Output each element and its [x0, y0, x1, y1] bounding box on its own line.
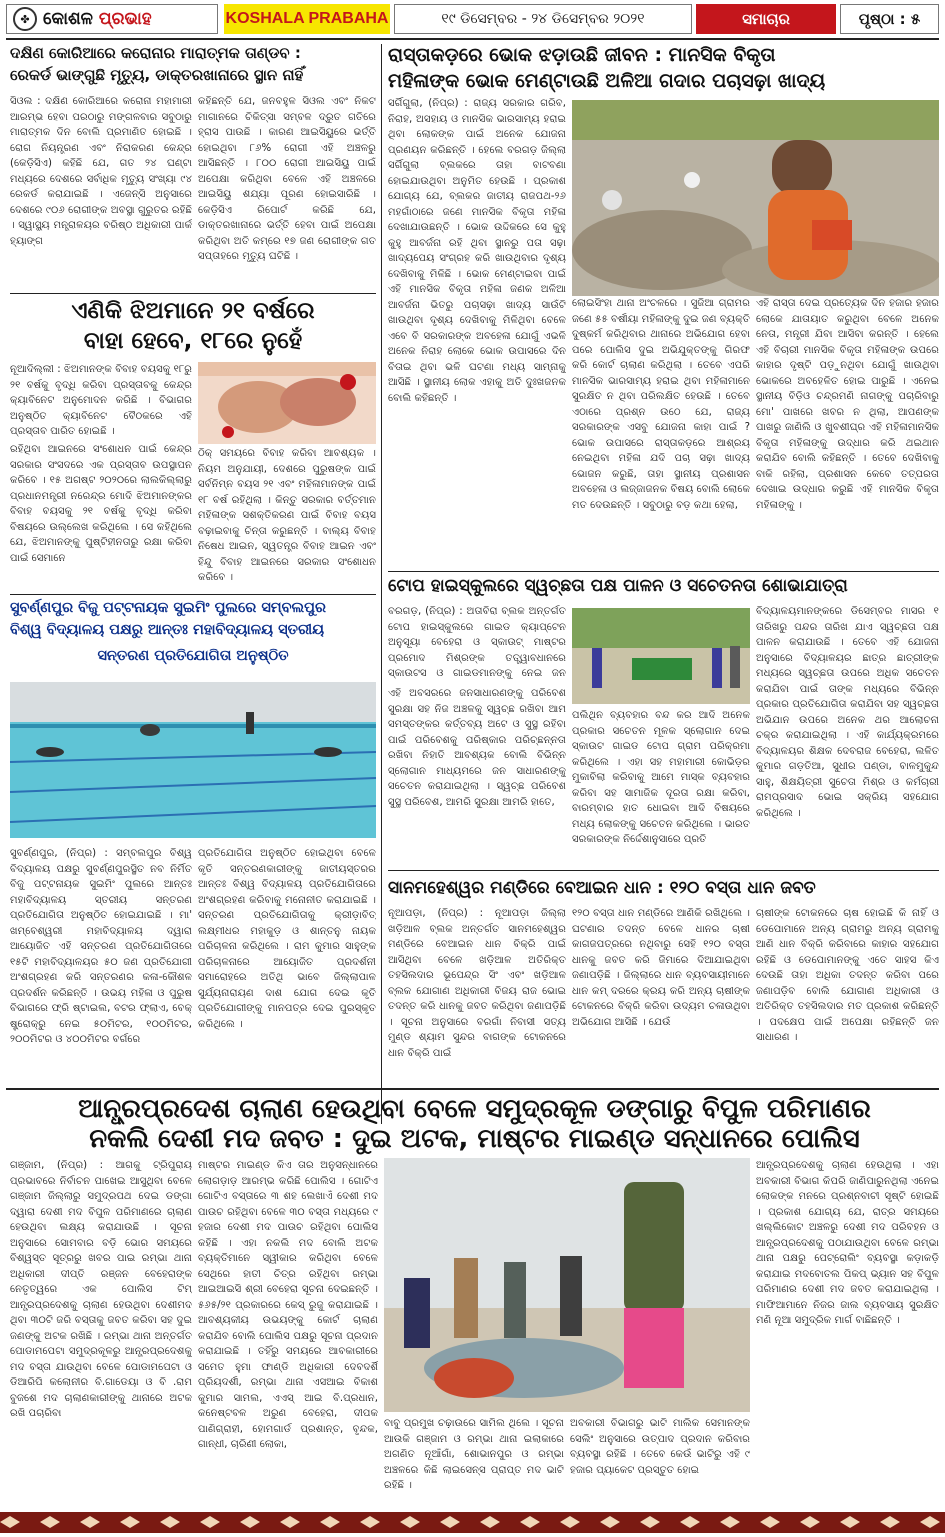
hunger-body-col-3: ଏହି ରାସ୍ତା ଦେଇ ପ୍ରତ୍ୟେକ ଦିନ ହଜାର ହଜାର ଲୋକେ ଯାତାୟାତ କରୁଥିବା ବେଳେ ଅନେକ ନେତା, ମନ୍ତ୍ରୀ ଯିବା ଆସିବା କରନ୍ତି । ହେଲେ ଏହି ବିଚାରୀ ମାନସିକ ବିକୃତା ମହିଳାଙ୍କ ଉପରେ କାହାର ଦୃଷ୍ଟି ପଡ଼ୁନଥିବା ଯୋଗୁଁ ଖାଉଥିବା ଭୋକରେ ଅବହେଳିତ ହୋଇ ପାରୁଛି । ଏନେଇ ସ୍ଥାନୀୟ ବିଡ଼ିଓ ଚନ୍ଦ୍ରମଣି ନାଗଙ୍କୁ ପଚାରିବାରୁ ମୋ' ପାଖରେ ଖବର ନ ଥିଲା, ଆପଣଙ୍କ ପାଖରୁ ଜାଣିଲି ଓ ଖୁବଶୀଘ୍ର ଏହି ମହିଳାମାନସିକ ବିକୃତା ମହିଳାଙ୍କୁ ଉଦ୍ଧାର କରି ଥଇଥାନ କରାଯିବ ବୋଲି କହିଛନ୍ତି । ତେବେ ଦେଖିବାକୁ ବାକି ରହିଲା, ପ୍ରଶାସନ କେବେ ତତ୍ପରତା ଦେଖାଇ ଉଦ୍ଧାର କରୁଛି ଏହି ମାନସିକ ବିକୃତା ମହିଳାଙ୍କୁ ।	[756, 298, 939, 511]
newspaper-logo	[6, 4, 218, 34]
hunger-body-col-2: ଲୋଇସିଂହା ଥାନା ଅଂଚଳରେ । ସୁଜିଆ ଗ୍ରାମର ଜଣେ ୫୫ ବର୍ଷୀୟା ମହିଳାଙ୍କୁ ଦୁଇ ଜଣ ବ୍ୟକ୍ତି ଦୁଷ୍କର୍ମ କରିଥିବାର ଥାନାରେ ଅଭିଯୋଗ ହେବା ପରେ ପୋଲିସ ଦୁଇ ଅଭିଯୁକ୍ତଙ୍କୁ ଗିରଫ କରି କୋର୍ଟ ଚାଲାଣ କରିଥିଲା । ତେବେ ଏପରି ମାନସିକ ଭାରସାମ୍ୟ ହରାଇ ଥିବା ମହିଳାମାନେ ସୁରକ୍ଷିତ ନ ଥିବା ପରିଲକ୍ଷିତ ହେଉଛି । ତେବେ ଏଠାରେ ପ୍ରଶ୍ନ ଉଠେ ଯେ, ରାଜ୍ୟ ସରକାରଙ୍କ ଏସବୁ ଯୋଜନା କାହା ପାଇଁ ? ଭୋକ ଉପାସରେ ରାସ୍ତାକଡ଼ରେ ଆଶ୍ରୟ ନେଇଥିବା ମହିଳା ଯଦି ପଚା ସଢ଼ା ଖାଦ୍ୟ ଭୋଜନ କରୁଛି, ତାହା ସ୍ଥାନୀୟ ପ୍ରଶାସନ ଅବହେଳା ଓ ଲଜ୍ଜାଜନକ ବିଷୟ ବୋଲି ଲୋକେ ମତ ଦେଉଛନ୍ତି । ସବୁଠାରୁ ବଡ଼ କଥା ହେଲା,	[572, 298, 750, 511]
liquor-body-col-1: ଗଞ୍ଜାମ, (ନିପ୍ର) : ଆଗକୁ ଟ୍ରିପୁରାୟ ପ୍ରଭାବରେ ନିର୍ବାଚନ ପାଖେଇ ଆସୁଥିବା ବେଳେ ଗଞ୍ଜାମ ଜିଲ୍ଲାରୁ ସମୁଦ୍ରପଥ ଦେଇ ଡଙ୍ଗା ଦ୍ୱାରା ଦେଶୀ ମଦ ବିପୁଳ ପରିମାଣରେ ଚାଲାଣ ହେଉଥିବା ଲକ୍ଷ୍ୟ କରାଯାଉଛି । ସୂଚନା ଅନୁସାରେ ସୋମବାର ବଡ଼ି ଭୋର ସମୟରେ ବିଶ୍ୱସ୍ତ ସୂତ୍ରରୁ ଖବର ପାଇ ରମ୍ଭା ଥାନା ଅଧିକାରୀ ଦୀପ୍ତି ରଞ୍ଜନ ବେହେରାଙ୍କ ନେତୃତ୍ୱରେ ଏକ ପୋଲିସ ଟିମ୍ ଆନ୍ଧ୍ରପ୍ରଦେଶକୁ ଚାଲାଣ ହେଉଥିବା ଦେଶୀମଦ ଥିବା ୩୦ଟି ଜରି ବସ୍ତାକୁ ଜବତ କରିବା ସହ ଦୁଇ ଜଣଙ୍କୁ ଅଟକ ରଖିଛି । ରମ୍ଭା ଥାନା ଅନ୍ତର୍ଗତ ପୋଡାମପେଟା ସମୁଦ୍ରକୂଳରୁ ଆନ୍ଧ୍ରପ୍ରଦେଶକୁ ମଦ ବସ୍ତା ଯାଉଥିବା ବେଳେ ପୋଡାମପେଟା ଓ ଡିଆରିପି କଲୋନୀର ବି.ଗାଡେୟା ଓ ବି .ରାମ ବୁଜଶେ ମଦ ଚାଲାଣକାରୀଙ୍କୁ ଥାନାରେ ଅଟକ ରଖି ପଚାରିବା	[10, 1160, 192, 1419]
divider	[10, 293, 376, 294]
wedding-hands-photo	[198, 362, 376, 444]
swimming-headline-line-3: ସନ୍ତରଣ ପ୍ରତିଯୋଗିତା ଅନୁଷ୍ଠିତ	[97, 648, 289, 664]
school-body-col-1b: ଏହି ଅବସରରେ ଜନସାଧାରଣଙ୍କୁ ପରିବେଶ ସୁରକ୍ଷା ସହ ନିଜ ଅଞ୍ଚଳକୁ ସ୍ୱଚ୍ଛ ରଖିବା ଆମ ସମସ୍ତଙ୍କର କର୍ତ୍ତବ୍ୟ ଅଟେ ଓ ସୁସ୍ଥ ରହିବା ପାଇଁ ପରିବେଶକୁ ପରିଷ୍କାର ପରିଚ୍ଛନ୍ନତା ରଖିବା ନିହାତି ଆବଶ୍ୟକ ବୋଲି ବିଭିନ୍ନ ସ୍ଲୋଗାନ ମାଧ୍ୟମରେ ଜନ ସାଧାରଣଙ୍କୁ ସଚେତନ କରାଯାଇଥିଲା । ସ୍ୱଚ୍ଛ ପରିବେଶ ସୁସ୍ଥ ପରିବେଶ, ଆମରି ସୁରକ୍ଷା ଆମରି ହାତେ,	[388, 688, 566, 808]
divider	[10, 594, 376, 595]
masthead	[0, 0, 945, 38]
issue-date-range: ୧୯ ଡିସେମ୍ବର - ୨୪ ଡିସେମ୍ବର ୨୦୨୧	[394, 4, 692, 34]
logo-emblem-icon: ✤	[13, 7, 37, 31]
roadside-woman-photo	[572, 100, 939, 296]
marriage-body-col-2: ଠିକ୍ ସମୟରେ ବିବାହ କରିବା ଆବଶ୍ୟକ । ନିୟମ ଅନୁଯାୟୀ, ଦେଶରେ ପୁରୁଷଙ୍କ ପାଇଁ ସର୍ବନିମ୍ନ ବୟସ ୨୧ ଏବଂ ମହିଳାମାନଙ୍କ ପାଇଁ ୧୮ ବର୍ଷ ରହିଥିଲା । କିନ୍ତୁ ସରକାର ବର୍ତ୍ତମାନ ମହିଳାଙ୍କ ସଶକ୍ତିକରଣ ପାଇଁ ବିବାହ ବୟସ ବଢ଼ାଇବାକୁ ଚିନ୍ତା କରୁଛନ୍ତି । ବାଲ୍ୟ ବିବାହ ନିଷେଧ ଆଇନ, ସ୍ୱତନ୍ତ୍ର ବିବାହ ଆଇନ ଏବଂ ହିନ୍ଦୁ ବିବାହ ଆଇନରେ ସରକାର ସଂଶୋଧନ କରିବେ ।	[198, 448, 376, 583]
hunger-body-col-1: ସର୍ଗିଗୁଲା, (ନିପ୍ର) : ରାଜ୍ୟ ସରକାର ଗରିବ, ନିରାହ, ଅସହାୟ ଓ ମାନସିକ ଭାରସାମ୍ୟ ହରାଇ ଥିବା ଲୋକଙ୍କ ପାଇଁ ଅନେକ ଯୋଜନା ପ୍ରଣୟନ କରିଛନ୍ତି । ହେଲେ ବରଗଡ଼ ଜିଲ୍ଲା ସର୍ଗିଗୁଲା ବ୍ଲକରେ ତାହା ବାଟବଣା ହୋଇଯାଉଥିବା ଅନୁମିତ ହେଉଛି । ପ୍ରକାଶ ଯୋଗ୍ୟ ଯେ, ବ୍ଲକର ଜାତୀୟ ରାଜପଥ-୨୬ ମହଗାଁଠାରେ ଜଣେ ମାନସିକ ବିକୃତା ମହିଳା ଦେଖାଯାଉଛନ୍ତି । ଭୋକ ଉଦ୍ଦିକରେ ସେ କୁହୁ କୁହୁ ଆବର୍ଜନା ରହି ଥିବା ସ୍ଥାନରୁ ପତା ସଢ଼ା ଖାଦ୍ୟପେୟ ସଂଗ୍ରହ କରି ଖାଉଥିବାର ଦୃଶ୍ୟ ଦେଖିବାକୁ ମିଳିଛି । ଭୋକ ମେଣ୍ଟାଇବା ପାଇଁ ଏହି ମାନସିକ ବିକୃତା ମହିଳା ଜଣକ ଅଳିଆ ଆବର୍ଜନା ଭିତରୁ ପଚାସଢ଼ା ଖାଦ୍ୟ ସାଉଁଟି ଖାଉଥିବା ଦୃଶ୍ୟ ଦେଖିବାକୁ ମିଳିଥିବା ବେଳେ ଏବେ ବି ସରକାରଙ୍କ ଅବହେଳା ଯୋଗୁଁ ଏଭଳି ଅନେକ ନିରାହ ଲୋକେ ଭୋକ ଉପାସରେ ଦିନ ବିତାଇ ଥିବା ଭଳି ଘଟଣା ମଧ୍ୟ ସାମ୍ନାକୁ ଆସିଛି । ସ୍ଥାନୀୟ ଲୋକ ଏହାକୁ ଅତି ଦୁଃଖଜନକ ବୋଲି କହିଛନ୍ତି ।	[388, 98, 566, 404]
seized-liquor-photo	[384, 1158, 750, 1412]
masthead-divider	[6, 38, 939, 40]
marriage-body-col-1a: ନୂଆଦିଲ୍ଲୀ : ଝିଅମାନଙ୍କ ବିବାହ ବୟସକୁ ୧୮ରୁ ୨୧ ବର୍ଷକୁ ବୃଦ୍ଧି କରିବା ପ୍ରସ୍ତାବକୁ କେନ୍ଦ୍ର କ୍ୟାବିନେଟ ଅନୁମୋଦନ କରିଛି । ବିଭାଗର ଅନୁଷ୍ଠିତ କ୍ୟାବିନେଟ ବୈଠକରେ ଏହି ପ୍ରସ୍ତାବ ପାରିତ ହୋଇଛି ।	[10, 364, 192, 437]
liquor-body-col-2b: ବାବୁ ପ୍ରମୁଖ ଚଢ଼ାଉରେ ସାମିଲ ଥିଲେ । ସୂଚନା ଆଉକି ଗଞ୍ଜାମ ଓ ରମ୍ଭା ଥାନା ଇଲାକାରେ ଅଗଣିତ ନୂଆଁଗାଁ, ଶୋଭାନପୁର ଓ ରମ୍ଭା ଅଞ୍ଚଳରେ କିଛି ଲାଇସେନ୍ସ ପ୍ରାପ୍ତ ମଦ ଭାଟି ରହିଛି ।	[384, 1418, 564, 1491]
page-number: ପୃଷ୍ଠା : ୫	[840, 4, 939, 34]
section-divider	[6, 1088, 939, 1090]
korea-body-col-1: ସିଓଲ : ଦକ୍ଷିଣ କୋରିଆରେ କରୋନା ମହାମାରୀ ଆରମ୍ଭ ହେବା ପରଠାରୁ ମଙ୍ଗଳବାର ସବୁଠାରୁ ମାରାତ୍ମକ ଦିନ ବୋଲି ପ୍ରମାଣିତ ହୋଇଛି । ରୋଗ ନିୟନ୍ତ୍ରଣ ଏବଂ ନିରାକରଣ କେନ୍ଦ୍ର (କେଡ଼ିସିଏ) କହିଛି ଯେ, ଗତ ୨୪ ଘଣ୍ଟା ମଧ୍ୟରେ ଦେଶରେ ସର୍ବାଧିକ ମୃତ୍ୟୁ ସଂଖ୍ୟା ୯୪ ରେକର୍ଡ କରାଯାଇଛି । ଏଜେନ୍ସି ଅନୁସାରେ ଦେଶରେ ୯୦୬ ରୋଗୀଙ୍କ ଅବସ୍ଥା ଗୁରୁତର ରହିଛି । ସ୍ୱାସ୍ଥ୍ୟ ମନ୍ତ୍ରାଳୟର ବରିଷ୍ଠ ଅଧିକାରୀ ପାର୍କ ହ୍ୟାଙ୍ଗ	[10, 96, 192, 247]
liquor-body-col-3: ଆନ୍ଧ୍ରପ୍ରଦେଶକୁ ଚାଲାଣ ହେଉଥିଲା । ଏହା ଅବକାରୀ ବିଭାଗ କିପରି ଜାଣିପାରୁନଥିଲା ଏନେଇ ଲୋକଙ୍କ ମନରେ ପ୍ରଶ୍ନବାଚୀ ସୃଷ୍ଟି ହୋଇଛି । ପ୍ରକାଶ ଯୋଗ୍ୟ ଯେ, ରାତ୍ର ସମୟରେ ଖଲ୍ଲିକୋଟ ଅଞ୍ଚଳରୁ ଦେଶୀ ମଦ ପରିବହନ ଓ ଆନ୍ଧ୍ରପ୍ରଦେଶକୁ ପଠାଯାଉଥିବା ବେଳେ ରମ୍ଭା ଥାନା ପକ୍ଷରୁ ପେଟ୍ରୋଲିଂ ବ୍ୟବସ୍ଥା କଡ଼ାକଡ଼ି କରାଯାଇ ମଦବୋତଲ ପିକପ୍ ଭ୍ୟାନ ସହ ବିପୁଳ ପରିମାଣର ଦେଶୀ ମଦ ଜବତ କରାଯାଇଥିଲା । ମାଫିଆମାନେ ନିଜର ଜାଲ ବ୍ୟବସାୟ ସୁରକ୍ଷିତ ମଣି ନୂଆ ସମୁଦ୍ରିକ ମାର୍ଗ ବାଛିଛନ୍ତି ।	[756, 1160, 939, 1326]
paddy-body-col-3: ଚାଷୀଙ୍କ ଟୋକନରେ ଚାଷ ହୋଇଛି କି ନାହିଁ ଓ ଡେପୋମାନେ ଅନ୍ୟ ଗ୍ରାମରୁ ଅନ୍ୟ ଗ୍ରାମକୁ ଆଣି ଧାନ ବିକ୍ରି କରିବାରେ କାହାର ସହଯୋଗ ରହିଛି ଓ ଡେପୋମାନଙ୍କୁ ଏତେ ସାହସ କିଏ ଦେଉଛି ତାହା ଅଧିକା ତଦନ୍ତ କରିବା ପରେ ଜଣାପଡ଼ିବ ବୋଲି ଯୋଗାଣ ଅଧିକାରୀ ଓ ଅତିରିକ୍ତ ତହସିଲଦାର ମତ ପ୍ରକାଶ କରିଛନ୍ତି । ପଦକ୍ଷେପ ପାଇଁ ଅପେକ୍ଷା ରହିଛନ୍ତି ଜନ ସାଧାରଣ ।	[756, 908, 939, 1043]
section-label: ସମାଚାର	[696, 4, 836, 34]
liquor-body-col-2: ମାଷ୍ଟର ମାଇଣ୍ଡ କିଏ ତାର ଅନୁସନ୍ଧାନରେ ଲୋଗଡ଼ାଡ଼ ଆରମ୍ଭ କରିଛି ପୋଲିସ । ଗୋଟିଏ ଗୋଟିଏ ବସ୍ତାରେ ୩ ଶହ ଲେଖାଏଁ ଦେଶୀ ମଦ ପାଉଚ ରହିଥିବା ବେଳେ ୩୦ ବସ୍ତା ମଧ୍ୟରେ ୯ ହଜାର ଦେଶୀ ମଦ ପାଉଚ ରହିଥିବା ପୋଲିସ କହିଛି । ଏହା ନକଲି ମଦ ବୋଲି ଅଟକ ବ୍ୟକ୍ତିମାନେ ସ୍ୱୀକାର କରିଥିବା ବେଳେ ସେଥିରେ ହାତୀ ଚିତ୍ର ରହିଥିବା ରମ୍ଭା ଆଇଆଇସି ଶ୍ରୀ ବେହେରା ସୂଚନା ଦେଇଛନ୍ତି । ୫୬୫/୨୧ ପ୍ରକାରରେ କେସ୍ ରୁଜୁ କରାଯାଇଛି । ଆବଶ୍ୟକୀୟ ଉଭୟଙ୍କୁ କୋର୍ଟ ଚାଲାଣ କରାଯିବ ବୋଲି ପୋଲିସ ପକ୍ଷରୁ ସୂଚନା ପ୍ରଦାନ କରାଯାଇଛି । ତହିଁରୁ ସମୟରେ ଆବକାରୀରେ ସମେତ ହୁମା ଫାଣ୍ଡି ଅଧିକାରୀ ଦେବଦର୍ଶି ପ୍ରିୟଦର୍ଶୀ, ରମ୍ଭା ଥାନା ଏସଆଇ ବିକାଶ କୁମାର ସାମଲ, ଏଏସ୍ ଆଇ ବି.ପ୍ରଧାନ, କନେଷ୍ଟବଳ ଅରୁଣ ବେହେରା, ଦୀପକ ପାଣିଗ୍ରାହୀ, ହୋମଗାର୍ଡ ପ୍ରଶାନ୍ତ, ବୃନ୍ଦକ, ଗାନ୍ଧୀ, ଚାରିଣୀ ଲୋକା,	[198, 1160, 378, 1450]
paddy-body-col-1: ନୂଆପଡ଼ା, (ନିପ୍ର) : ନୂଆପଡ଼ା ଜିଲ୍ଲା ଖଡ଼ିଆଳ ବ୍ଲକ ଅନ୍ତର୍ଗତ ସାନମହେଶ୍ୱର ମଣ୍ଡିରେ ବେଆଇନ ଧାନ ବିକ୍ରି ପାଇଁ ଆସିଥିବା ବେଳେ ଖଡ଼ିଆଳ ଅତିରିକ୍ତ ତହସିଲଦାର ଭୂପେନ୍ଦ୍ର ସିଂ ଏବଂ ଖଡ଼ିଆଳ ବ୍ଲକ ଯୋଗାଣ ଅଧିକାରୀ ବିଜୟ ରାଜ ଭୋଇ ତଦନ୍ତ କରି ଧାନକୁ ଜବତ କରିଥିବା ଜଣାପଡ଼ିଛି । ସୂଚନା ଅନୁସାରେ ବରଗାଁ ନିବାସୀ ସତ୍ୟ ମୁଣ୍ଡ ଶ୍ୟାମ ସୁନ୍ଦର ବାଗଙ୍କ ଟୋକନରେ ଧାନ ବିକ୍ରି ପାଇଁ	[388, 908, 566, 1059]
decorative-footer-band	[0, 1512, 945, 1533]
english-title: KOSHALA PRABAHA	[224, 4, 390, 34]
logo-text-second: ପ୍ରଭାହ	[98, 9, 152, 29]
swimming-pool-photo	[10, 682, 376, 838]
school-body-col-2: ପଲିଥିନ ବ୍ୟବହାର ବନ୍ଦ କର ଆଦି ଅନେକ ପ୍ରକାର ସଚେତନ ମୂଳକ ସ୍ଲୋଗାନ ଦେଇ ସ୍କାଉଟ ଗାଇଡ ଟୋପ ଗ୍ରାମ ପରିକ୍ରମା କରିଥିଲେ । ଏହା ସହ ମହାମାରୀ କୋଭିଡ଼ର ମୁକାବିଲା କରିବାକୁ ଆମେ ମାସ୍କ ବ୍ୟବହାର କରିବା ସହ ସାମାଜିକ ଦୂରତା ରକ୍ଷା କରିବା, ବାରମ୍ବାର ହାତ ଧୋଇବା ଆଦି ବିଷୟରେ ମଧ୍ୟ ଲୋକଙ୍କୁ ସଚେତନ କରିଥିଲେ । ଭାରତ ସରକାରଙ୍କ ନିର୍ଦ୍ଦେଶାନୁସାରେ ପ୍ରତି	[572, 710, 750, 845]
column-divider	[381, 44, 382, 1124]
hunger-headline-line-1: ରାସ୍ତାକଡ଼ରେ ଭୋକ ଝଡ଼ାଉଛି ଜୀବନ : ମାନସିକ ବିକୃତା	[388, 44, 776, 66]
school-rally-photo	[572, 608, 750, 704]
swimming-body-col-1: ସୁବର୍ଣ୍ଣପୁର, (ନିପ୍ର) : ସମ୍ବଲପୁର ବିଶ୍ୱ ବିଦ୍ୟାଳୟ ପକ୍ଷରୁ ସୁବର୍ଣ୍ଣପୁରସ୍ଥିତ ନବ ନିର୍ମିତ ବିଜୁ ପଟ୍ଟନାୟକ ସୁଇମିଂ ପୁଲରେ ଆନ୍ତଃ ମହାବିଦ୍ୟାଳୟ ସ୍ତରୀୟ ସନ୍ତରଣ ପ୍ରତିଯୋଗିତା ଅନୁଷ୍ଠିତ ହୋଇଯାଇଛି । ମା' ଖମ୍ବେଶ୍ୱରୀ ମହାବିଦ୍ୟାଳୟ ଦ୍ୱାରା ଆୟୋଜିତ ଏହି ସନ୍ତରଣ ପ୍ରତିଯୋଗିତାରେ ୧୫ଟି ମହାବିଦ୍ୟାଳୟର ୫୦ ଜଣ ପ୍ରତିଯୋଗୀ ଅଂଶଗ୍ରହଣ କରି ସନ୍ତରଣର କଳା-କୌଶଳ ପ୍ରଦର୍ଶନ କରିଛନ୍ତି । ଉଭୟ ମହିଳା ଓ ପୁରୁଷ ବିଭାଗରେ ଫ୍ରି ଷ୍ଟାଇଲ, ବଟର ଫ୍ଲାଏ, ବେକ୍ ଷ୍ଟ୍ରୋକ୍‌ରୁ ନେଇ ୫୦ମିଟର, ୧୦୦ମିଟର, ୨୦୦ମିଟର ଓ ୪୦୦ମିଟର ବର୍ଗରେ	[10, 848, 192, 1045]
swimming-body-col-2: ପ୍ରତିଯୋଗିତା ଅନୁଷ୍ଠିତ ହୋଇଥିବା ବେଳେ କୃତି ସନ୍ତରଣକାରୀଙ୍କୁ ଜାତୀୟସ୍ତରର ଆନ୍ତଃ ବିଶ୍ୱ ବିଦ୍ୟାଳୟ ପ୍ରତିଯୋଗିତାରେ ଅଂଶଗ୍ରହଣ କରିବାକୁ ମନୋନୀତ କରାଯାଇଛି । ସନ୍ତରଣ ପ୍ରତିଯୋଗିତାକୁ କ୍ରୀଡ଼ାବିତ୍ ଲକ୍ଷ୍ମୀଧର ମହାକୁଡ଼ ଓ ଶାନ୍ତନୁ ନାୟକ ପରିଚାଳନା କରିଥିଲେ । ରାମ କୁମାର ସାହୁଙ୍କ ପରିଚାଳନାରେ ଆୟୋଜିତ ପ୍ରଦର୍ଶନୀ ସମାରୋହରେ ଅତିଥି ଭାବେ ଜିଲ୍ଲାପାଳ ସୁର୍ଯ୍ୟନାରାୟଣ ଦାଶ ଯୋଗ ଦେଇ କୃତି ପ୍ରତିଯୋଗୀଙ୍କୁ ମାନପତ୍ର ଦେଇ ପୁରସ୍କୃତ କରିଥିଲେ ।	[198, 848, 376, 1030]
school-body-col-1a: ବରଗଡ଼, (ନିପ୍ର) : ଅତାବିରା ବ୍ଲକ ଅନ୍ତର୍ଗତ ଟୋପ ହାଇସ୍କୁଲରେ ଗାଇଡ କ୍ୟାପ୍ଟେନ ଅନୁସୂୟା ବେହେରା ଓ ସ୍କାଉଟ୍ ମାଷ୍ଟର ପ୍ରମୋଦ ମିଶ୍ରଙ୍କ ତତ୍ତ୍ୱାବଧାନରେ ସ୍କାଉଟସ ଓ ଗାଇଡମାନଙ୍କୁ ନେଇ ଜନ	[388, 606, 566, 679]
divider	[388, 571, 939, 572]
swimming-headline-line-2: ବିଶ୍ୱ ବିଦ୍ୟାଳୟ ପକ୍ଷରୁ ଆନ୍ତଃ ମହାବିଦ୍ୟାଳୟ ସ୍ତରୀୟ	[10, 622, 325, 638]
liquor-headline-line-2: ନକଲି ଦେଶୀ ମଦ ଜବତ : ଦୁଇ ଅଟକ, ମାଷ୍ଟର ମାଇଣ୍ଡ ସନ୍ଧାନରେ ପୋଲିସ	[89, 1124, 860, 1154]
paddy-body-col-2: ୧୨୦ ବସ୍ତା ଧାନ ମଣ୍ଡିରେ ଆଣିକି ରଖିଥିଲେ । ଘଟଣାର ତଦନ୍ତ ବେଳେ ଧାନର ଚାଷୀ କାଗଜପତ୍ରରେ ନଥିବାରୁ ସେହି ୧୨୦ ବସ୍ତା ଧାନକୁ ଜବତ କରି ଜିମାରେ ଦିଆଯାଇଥିବା ଜଣାପଡ଼ିଛି । ଜିଲ୍ଲାରେ ଧାନ ବ୍ୟବସାୟୀମାନେ ଧାନ କମ୍ ଦରରେ କ୍ରୟ କରି ଅନ୍ୟ ଚାଷୀଙ୍କ ଟୋକନରେ ବିକ୍ରି କରିବା ଉଦ୍ୟମ ଚଳାଉଥିବା ଅଭିଯୋଗ ଆସିଛି । ଯେଉଁ	[572, 908, 750, 1028]
korea-body-col-2: କହିଛନ୍ତି ଯେ, ଜନବହୁଳ ସିଓଲ ଏବଂ ନିକଟ ମାଗାନରେ ଚିକିତ୍ସା ସମ୍ବଳ ଦ୍ରୁତ ଗତିରେ ହ୍ରାସ ପାଉଛି । କାରଣ ଆଇସିୟୁରେ ଭର୍ତ୍ତି ହୋଇଥିବା ୮୬% ରୋଗୀ ଏହି ଅଞ୍ଚଳରୁ ଆସିଛନ୍ତି । ୮୦୦ ରୋଗୀ ଆଇସିୟୁ ପାଇଁ ଅପେକ୍ଷା କରିଥିବା ବେଳେ ଏହି ଅଞ୍ଚଳରେ ଆଇସିୟୁ ଶଯ୍ୟା ପୂରଣ ହୋଇସାରିଛି । କେଡ଼ିସିଏ ରିପୋର୍ଟ କରିଛି ଯେ, ଡାକ୍ତରଖାନାରେ ଭର୍ତ୍ତି ହେବା ପାଇଁ ଅପେକ୍ଷା କରିଥିବା ଅତି କମ୍‌ରେ ୧୭ ଜଣ ରୋଗୀଙ୍କ ଗତ ସପ୍ତାହରେ ମୃତ୍ୟୁ ଘଟିଛି ।	[198, 96, 376, 262]
marriage-headline-line-1: ଏଣିକି ଝିଅମାନେ ୨୧ ବର୍ଷରେ	[71, 298, 315, 324]
korea-headline-line-1: ଦକ୍ଷିଣ କୋରିଆରେ କରୋନାର ମାରାତ୍ମକ ତାଣ୍ଡବ :	[10, 44, 301, 62]
liquor-body-col-2c: ଅବକାରୀ ବିଭାଗରୁ ଭାଟି ମାଲିକ ସେମାନଙ୍କ ସେଲିଂ ଅନୁସାରେ ଉତ୍ପାଦ ପ୍ରଦାନ କରିବାର ବ୍ୟବସ୍ଥା ରହିଛି । ତେବେ କେଉଁ ଭାଟିରୁ ଏହି ୯ ହଜାର ପ୍ୟାକେଟ ପ୍ରସ୍ତୁତ ହୋଇ	[570, 1418, 750, 1476]
korea-headline-line-2: ରେକର୍ଡ ଭାଙ୍ଗୁଛି ମୃତ୍ୟୁ, ଡାକ୍ତରଖାନାରେ ସ୍ଥାନ ନାହିଁ	[10, 66, 304, 84]
hunger-headline-line-2: ମହିଳାଙ୍କ ଭୋକ ମେଣ୍ଟାଉଛି ଅଳିଆ ଗଦାର ପଚାସଢ଼ା ଖାଦ୍ୟ	[388, 70, 826, 92]
marriage-body-col-1b: ରହିଥିବା ଆଇନରେ ସଂଶୋଧନ ପାଇଁ କେନ୍ଦ୍ର ସରକାର ସଂସଦରେ ଏକ ପ୍ରସ୍ତାବ ଉପସ୍ଥାପନ କରିବେ । ୧୫ ଅଗଷ୍ଟ ୨୦୨୦ରେ ଲାଲକିଲ୍ଲାରୁ ପ୍ରଧାନମନ୍ତ୍ରୀ ନରେନ୍ଦ୍ର ମୋଦି ଝିଅମାନଙ୍କର ବିବାହ ବୟସକୁ ୨୧ ବର୍ଷକୁ ବୃଦ୍ଧି କରିବା ବିଷୟରେ ଉଲ୍ଲେଖ କରିଥିଲେ । ସେ କହିଥିଲେ ଯେ, ଝିଅମାନଙ୍କୁ ପୁଷ୍ଟିହୀନତାରୁ ରକ୍ଷା କରିବା ପାଇଁ ସେମାନେ	[10, 444, 192, 564]
divider	[388, 870, 939, 871]
logo-text-first: କୋଶଳ	[43, 9, 93, 29]
school-headline: ଟୋପ ହାଇସ୍କୁଲରେ ସ୍ୱଚ୍ଛତା ପକ୍ଷ ପାଳନ ଓ ସଚେତନତା ଶୋଭାଯାତ୍ରା	[388, 576, 848, 596]
school-body-col-3: ବିଦ୍ୟାଳୟମାନଙ୍କରେ ଡିସେମ୍ବର ମାସର ୧ ତାରିଖରୁ ପନ୍ଦର ତାରିଖ ଯାଏ ସ୍ୱଚ୍ଛତା ପକ୍ଷ ପାଳନ କରାଯାଉଛି । ତେବେ ଏହି ଯୋଜନା ଅନୁସାରେ ବିଦ୍ୟାଳୟର ଛାତ୍ର ଛାତ୍ରୀଙ୍କ ମଧ୍ୟରେ ସ୍ୱଚ୍ଛତା ଉପରେ ଅଧିକ ସଚେତନ କରାଯିବା ପାଇଁ ତାଙ୍କ ମଧ୍ୟରେ ବିଭିନ୍ନ ପ୍ରକାର ପ୍ରତିଯୋଗିତା କରାଯିବା ସହ ସ୍ୱଚ୍ଛତା ଅଭିଯାନ ଉପରେ ଅନେକ ଥର ଆଲୋଚନା ଚକ୍ର କରାଯାଇଥିଲା । ଏହି କାର୍ଯ୍ୟକ୍ରମରେ ବିଦ୍ୟାଳୟର ଶିକ୍ଷକ ଦେବରାଜ ବେହେରା, ଲଳିତ କୁମାର ଗଡ଼ତିଆ, ସୁଧୀର ପଣ୍ଡା, ବାଳମୁକୁନ୍ଦ ସାହୁ, ଶିକ୍ଷୟିତ୍ରୀ ସୁଚେତା ମିଶ୍ର ଓ କର୍ମଚାରୀ ରାମପ୍ରସାଦ ଭୋଇ ସକ୍ରିୟ ସହଯୋଗ କରିଥିଲେ ।	[756, 606, 939, 819]
paddy-headline: ସାନମହେଶ୍ୱର ମଣ୍ଡିରେ ବେଆଇନ ଧାନ : ୧୨୦ ବସ୍ତା ଧାନ ଜବତ	[388, 878, 816, 898]
liquor-headline-line-1: ଆନ୍ଧ୍ରପ୍ରଦେଶ ଚାଲାଣ ହେଉଥିବା ବେଳେ ସମୁଦ୍ରକୂଳ ଡଙ୍ଗାରୁ ବିପୁଳ ପରିମାଣର	[78, 1094, 871, 1124]
marriage-headline-line-2: ବାହା ହେବେ, ୧୮ରେ ନୁହେଁ	[83, 328, 303, 354]
swimming-headline-line-1: ସୁବର୍ଣ୍ଣପୁର ବିଜୁ ପଟ୍ଟନାୟକ ସୁଇମିଂ ପୁଲରେ ସମ୍ବଲପୁର	[10, 600, 326, 616]
